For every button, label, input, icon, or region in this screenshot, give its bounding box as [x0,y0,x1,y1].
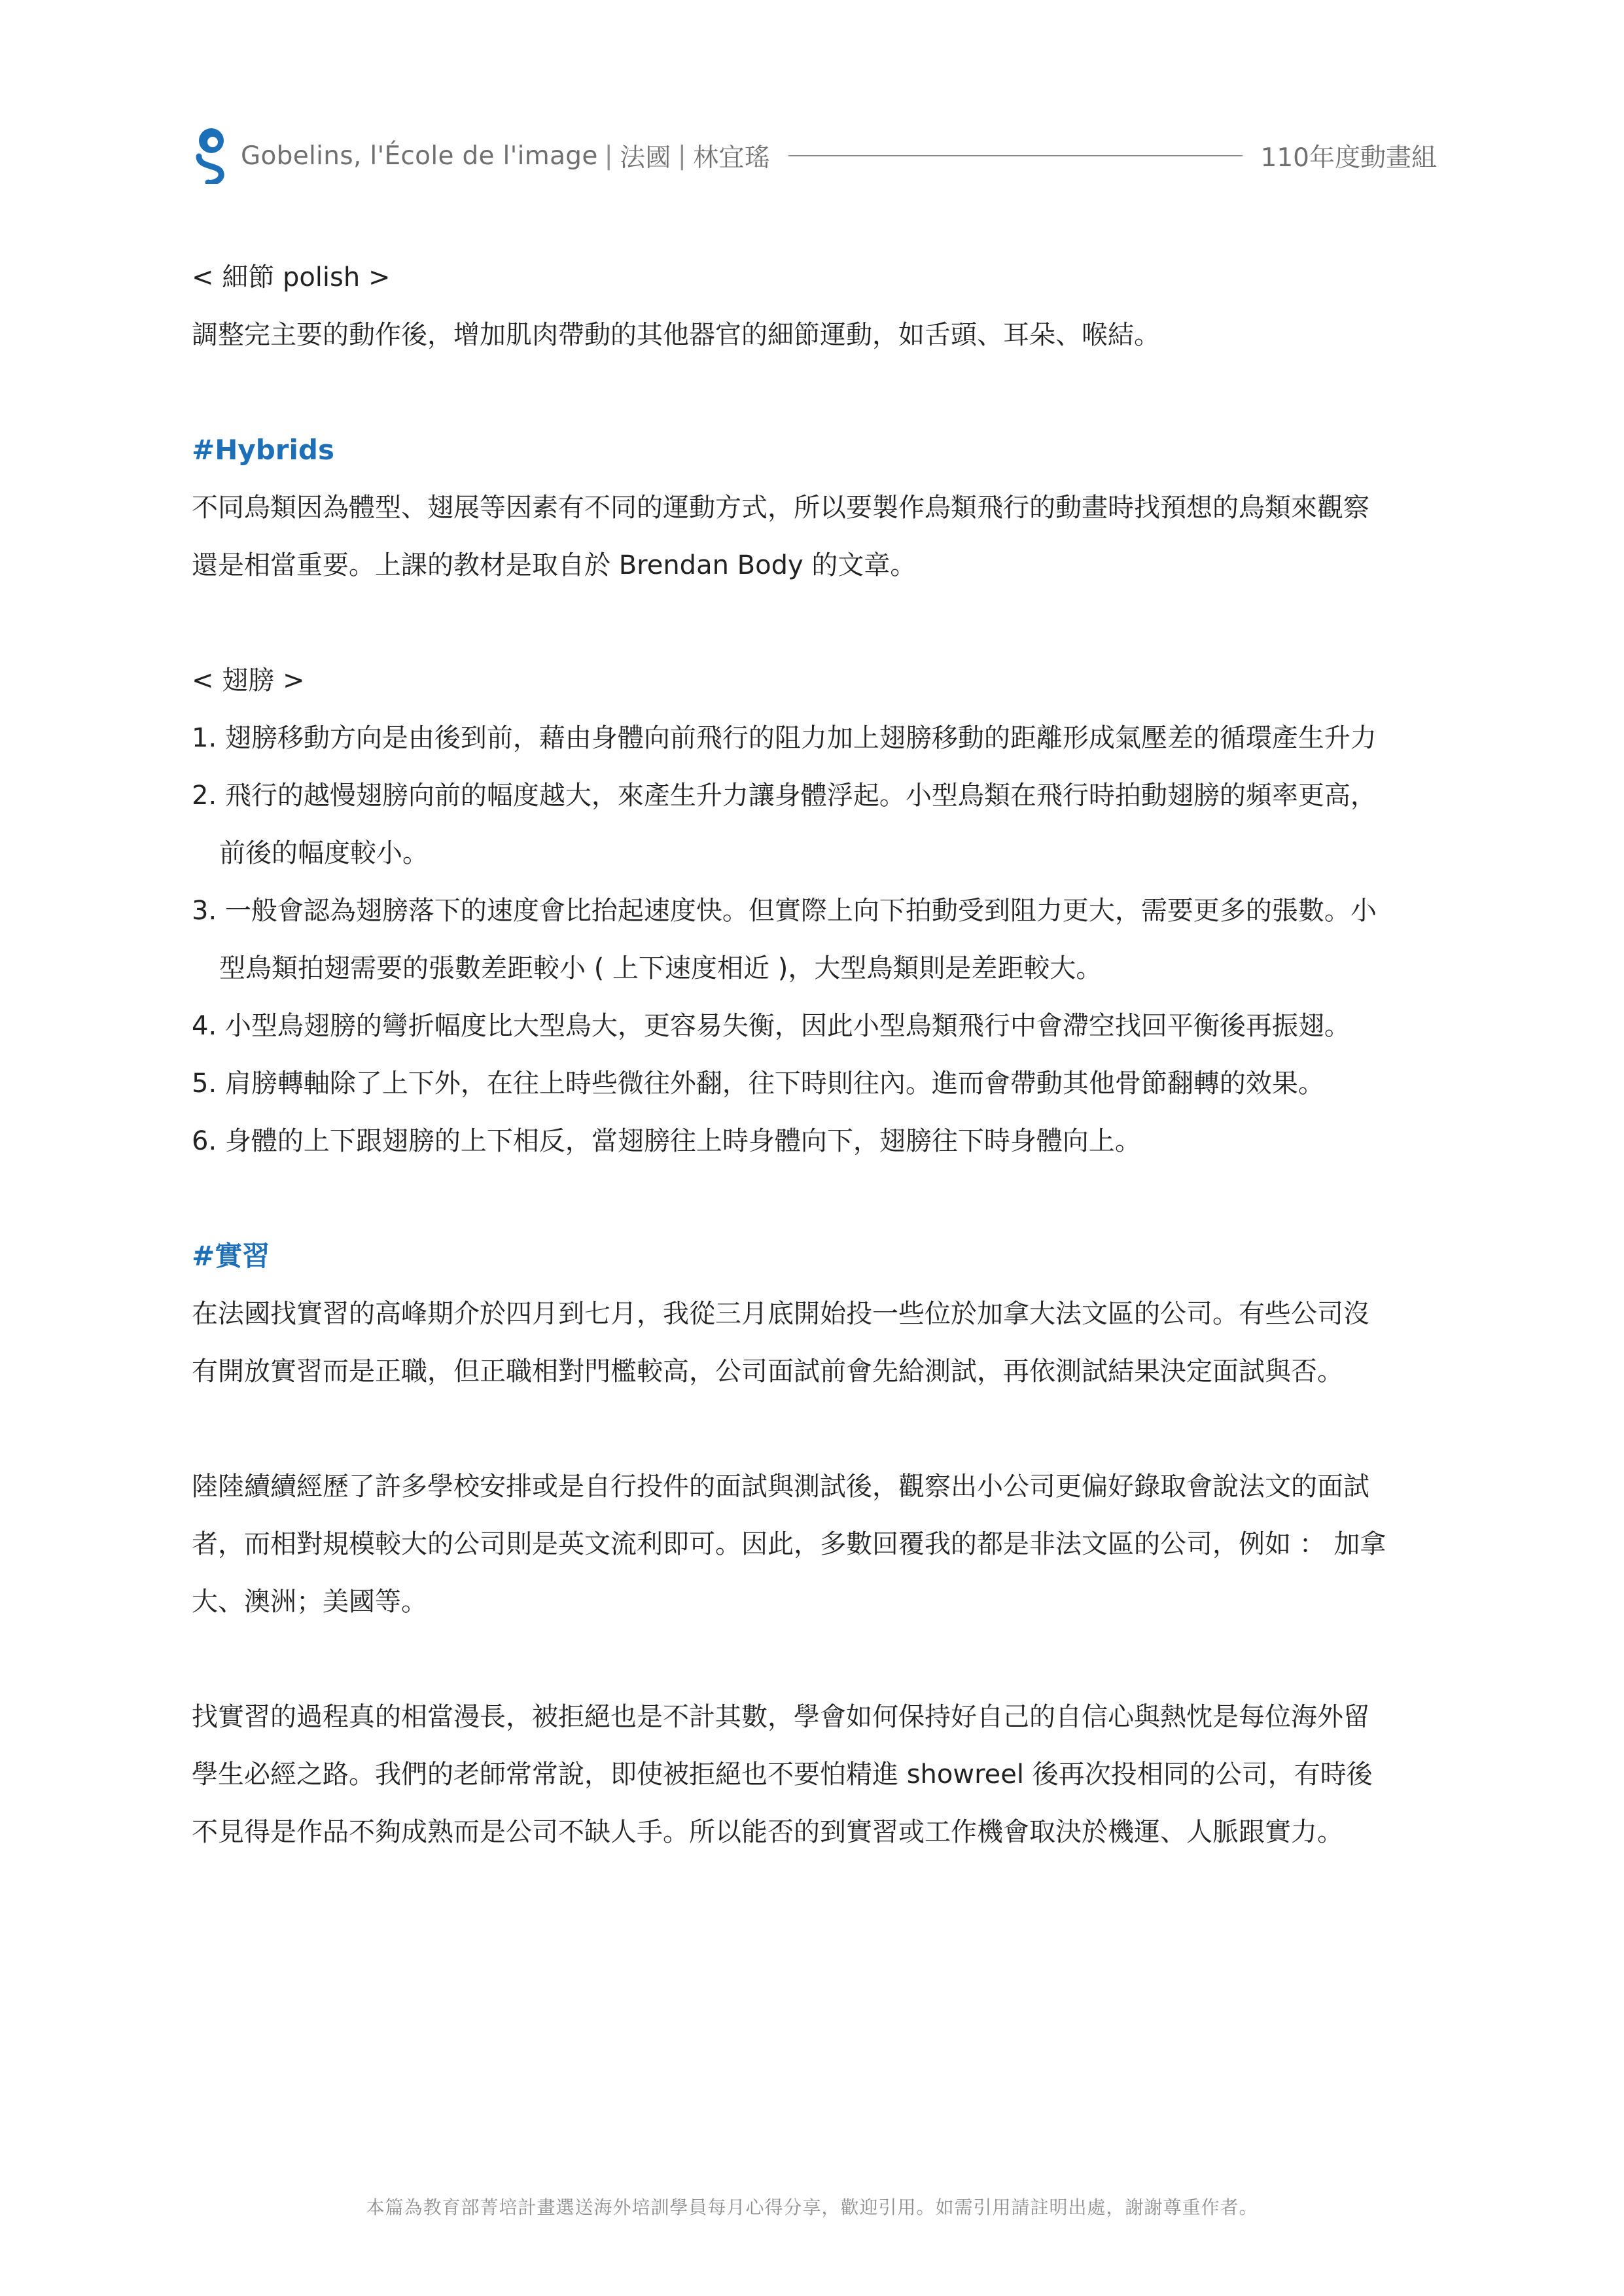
internship-heading: #實習 [192,1240,270,1272]
page-header [194,124,1437,187]
wings-list-item-continued: 前後的幅度較小。 [219,838,429,868]
article-body [192,249,1441,1861]
internship-text-line: 在法國找實習的高峰期介於四月到七月，我從三月底開始投一些位於加拿大法文區的公司。有些公司沒 [192,1299,1369,1329]
hybrids-text-line: 不同鳥類因為體型、翅展等因素有不同的運動方式，所以要製作鳥類飛行的動畫時找預想的鳥類來觀察 [192,493,1369,523]
internship-text-line: 找實習的過程真的相當漫長，被拒絕也是不計其數，學會如何保持好自己的自信心與熱忱是每位海外留 [192,1702,1369,1732]
gobelins-logo-icon [194,128,229,184]
header-program: 110年度動畫組 [1260,143,1437,173]
header-divider: | [604,141,614,171]
hybrids-heading: #Hybrids [192,434,334,466]
spacer [192,1400,1441,1458]
hybrids-text-line: 還是相當重要。上課的教材是取自於 Brendan Body 的文章。 [192,550,917,580]
wings-title: < 翅膀 > [192,665,305,696]
internship-text-line: 者，而相對規模較大的公司則是英文流利即可。因此，多數回覆我的都是非法文區的公司，例如 ： 加拿 [192,1529,1386,1559]
header-country: 法國 [620,143,671,173]
wings-list-item: 6. 身體的上下跟翅膀的上下相反，當翅膀往上時身體向下，翅膀往下時身體向上。 [192,1126,1141,1156]
header-school: Gobelins, l'École de l'image [241,141,598,171]
header-divider: | [677,141,687,171]
wings-list-item: 1. 翅膀移動方向是由後到前，藉由身體向前飛行的阻力加上翅膀移動的距離形成氣壓差的循環產生升力 [192,723,1377,753]
polish-text: 調整完主要的動作後，增加肌肉帶動的其他器官的細節運動，如舌頭、耳朵、喉結。 [192,320,1160,350]
spacer [192,1170,1441,1227]
spacer [192,594,1441,652]
internship-text-line: 有開放實習而是正職，但正職相對門檻較高，公司面試前會先給測試，再依測試結果決定面試與否。 [192,1356,1343,1386]
header-rule [788,155,1242,156]
wings-list-item: 4. 小型鳥翅膀的彎折幅度比大型鳥大，更容易失衡，因此小型鳥類飛行中會滯空找回平衡後再振翅。 [192,1011,1350,1041]
header-author: 林宜瑤 [693,143,771,173]
wings-list-item: 5. 肩膀轉軸除了上下外，在往上時些微往外翻，往下時則往內。進而會帶動其他骨節翻轉的效果。 [192,1069,1324,1099]
wings-list-item-continued: 型鳥類拍翅需要的張數差距較小 ( 上下速度相近 )，大型鳥類則是差距較大。 [219,953,1103,983]
wings-list-item: 2. 飛行的越慢翅膀向前的幅度越大，來產生升力讓身體浮起。小型鳥類在飛行時拍動翅膀的頻率更高， [192,781,1377,811]
page-footer: 本篇為教育部菁培計畫選送海外培訓學員每月心得分享，歡迎引用。如需引用請註明出處，謝謝尊重作者。 [366,2197,1258,2218]
polish-title: < 細節 polish > [192,262,391,292]
wings-list-item: 3. 一般會認為翅膀落下的速度會比抬起速度快。但實際上向下拍動受到阻力更大，需要更多的張數。小 [192,896,1377,926]
internship-text-line: 學生必經之路。我們的老師常常說，即使被拒絕也不要怕精進 showreel 後再次投相同的公司，有時後 [192,1759,1373,1790]
internship-text-line: 大、澳洲；美國等。 [192,1587,427,1617]
spacer [192,364,1441,421]
spacer [192,1631,1441,1688]
internship-text-line: 不見得是作品不夠成熟而是公司不缺人手。所以能否的到實習或工作機會取決於機運、人脈跟實力。 [192,1817,1343,1847]
internship-text-line: 陸陸續續經歷了許多學校安排或是自行投件的面試與測試後，觀察出小公司更偏好錄取會說法文的面試 [192,1472,1369,1502]
